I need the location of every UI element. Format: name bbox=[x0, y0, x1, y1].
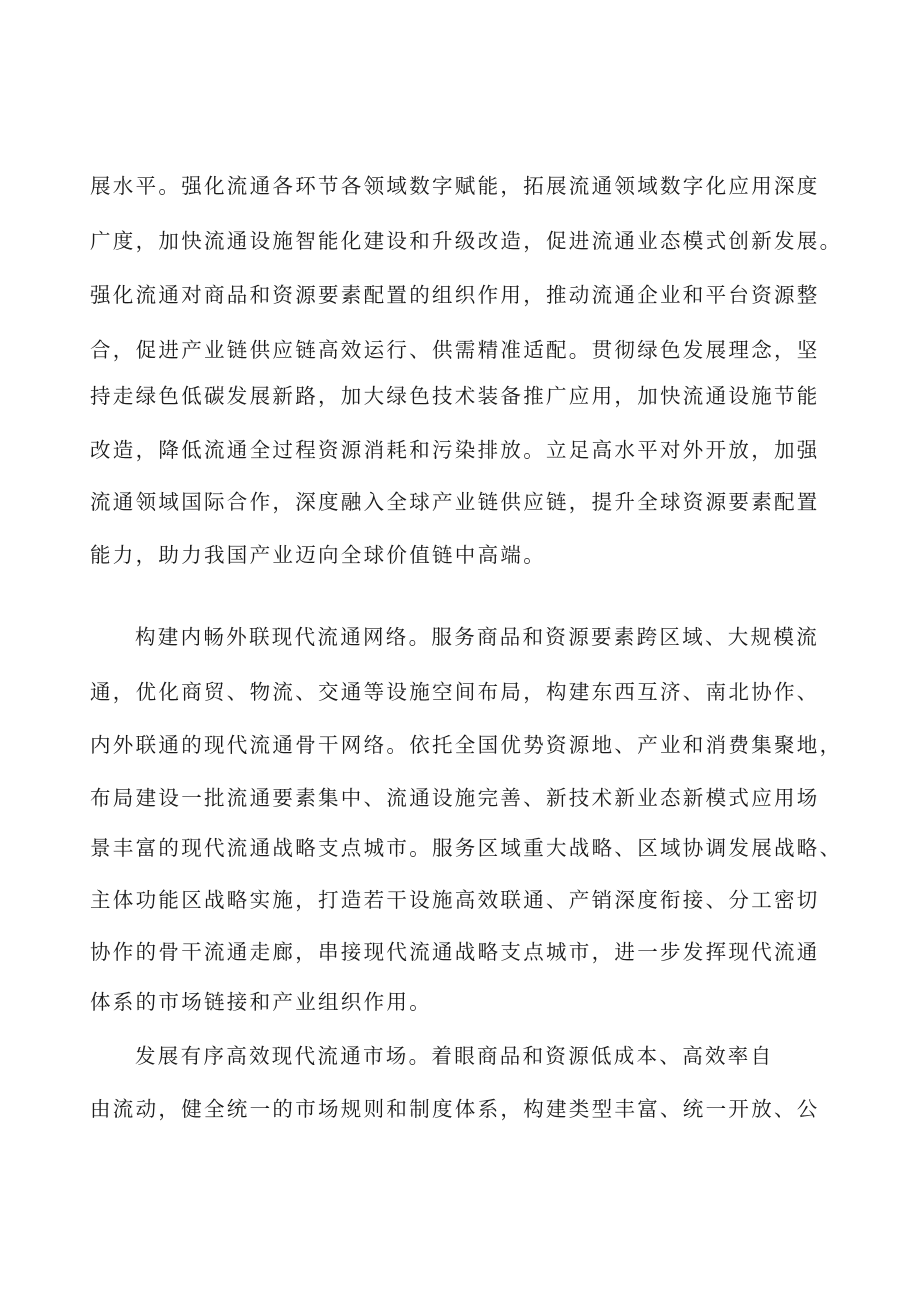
paragraph-2-line: 景丰富的现代流通战略支点城市。服务区域重大战略、区域协调发展战略、 bbox=[90, 836, 843, 860]
paragraph-2-line: 体系的市场链接和产业组织作用。 bbox=[90, 990, 432, 1014]
paragraph-3-line: 由流动，健全统一的市场规则和制度体系，构建类型丰富、统一开放、公 bbox=[90, 1097, 820, 1121]
paragraph-2-line: 内外联通的现代流通骨干网络。依托全国优势资源地、产业和消费集聚地， bbox=[90, 733, 843, 757]
paragraph-2-line: 通，优化商贸、物流、交通等设施空间布局，构建东西互济、南北协作、 bbox=[90, 680, 820, 704]
paragraph-1-line: 展水平。强化流通各环节各领域数字赋能，拓展流通领域数字化应用深度 bbox=[90, 174, 820, 198]
paragraph-1-line: 强化流通对商品和资源要素配置的组织作用，推动流通企业和平台资源整 bbox=[90, 283, 820, 307]
paragraph-2-line: 布局建设一批流通要素集中、流通设施完善、新技术新业态新模式应用场 bbox=[90, 786, 820, 810]
paragraph-1-line: 改造，降低流通全过程资源消耗和污染排放。立足高水平对外开放，加强 bbox=[90, 438, 820, 462]
paragraph-2-line: 主体功能区战略实施，打造若干设施高效联通、产销深度衔接、分工密切 bbox=[90, 888, 820, 912]
paragraph-2-line: 构建内畅外联现代流通网络。服务商品和资源要素跨区域、大规模流 bbox=[135, 625, 819, 649]
paragraph-1-line: 合，促进产业链供应链高效运行、供需精准适配。贯彻绿色发展理念，坚 bbox=[90, 338, 820, 362]
paragraph-1-line: 广度，加快流通设施智能化建设和升级改造，促进流通业态模式创新发展。 bbox=[90, 229, 843, 253]
paragraph-2-line: 协作的骨干流通走廊，串接现代流通战略支点城市，进一步发挥现代流通 bbox=[90, 940, 820, 964]
paragraph-1-line: 流通领域国际合作，深度融入全球产业链供应链，提升全球资源要素配置 bbox=[90, 490, 820, 514]
paragraph-3-line: 发展有序高效现代流通市场。着眼商品和资源低成本、高效率自 bbox=[135, 1044, 774, 1068]
paragraph-1-line: 持走绿色低碳发展新路，加大绿色技术装备推广应用，加快流通设施节能 bbox=[90, 384, 820, 408]
paragraph-1-line: 能力，助力我国产业迈向全球价值链中高端。 bbox=[90, 543, 546, 567]
